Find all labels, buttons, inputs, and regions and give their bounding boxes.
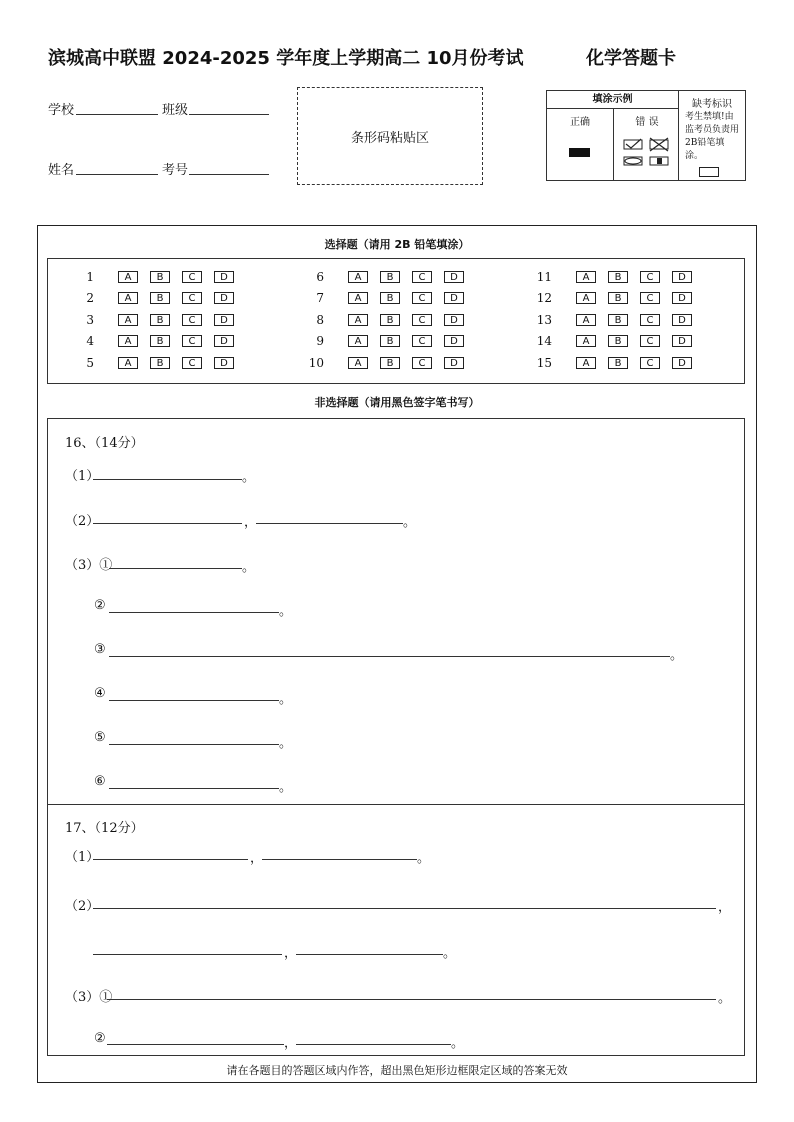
choice-option-b[interactable]: B [608, 292, 628, 304]
choice-option-c[interactable]: C [182, 357, 202, 369]
choice-option-d[interactable]: D [444, 314, 464, 326]
class-field[interactable] [189, 100, 269, 115]
choice-question-number: 7 [316, 291, 324, 305]
q17-part3-label: （3）① [65, 990, 113, 1005]
barcode-area [297, 87, 483, 185]
q16-3-4-answer[interactable] [109, 699, 279, 701]
q17-1a-answer[interactable] [93, 858, 248, 860]
choice-option-c[interactable]: C [640, 357, 660, 369]
absent-note: 考生禁填!由监考员负责用2B铅笔填涂。 [685, 112, 740, 161]
barcode-label: 条形码粘贴区 [350, 130, 429, 146]
q17-3-2b-answer[interactable] [296, 1043, 451, 1045]
choice-question-number: 4 [86, 334, 94, 348]
choice-option-d[interactable]: D [672, 314, 692, 326]
q16-sub4-label: ④ [94, 686, 106, 701]
choice-option-d[interactable]: D [672, 292, 692, 304]
choice-question-number: 6 [316, 270, 324, 284]
correct-mark-icon [569, 148, 590, 157]
q17-heading: 17、（12分） [65, 821, 144, 836]
choice-option-b[interactable]: B [608, 357, 628, 369]
q16-2-period: 。 [403, 515, 417, 530]
choice-question-number: 10 [308, 356, 324, 370]
choice-option-b[interactable]: B [380, 357, 400, 369]
choice-option-d[interactable]: D [444, 357, 464, 369]
q16-1-answer[interactable] [93, 478, 242, 480]
choice-option-b[interactable]: B [150, 292, 170, 304]
choice-option-a[interactable]: A [576, 335, 596, 347]
q17-2a-answer[interactable] [93, 907, 716, 909]
choice-option-c[interactable]: C [412, 314, 432, 326]
choice-option-b[interactable]: B [380, 271, 400, 283]
q16-3-2-answer[interactable] [109, 611, 279, 613]
school-field[interactable] [76, 100, 158, 115]
q17-2b-comma: ， [284, 946, 298, 961]
q17-3-2-period: 。 [451, 1036, 465, 1051]
choice-option-a[interactable]: A [118, 335, 138, 347]
q17-3-1-answer[interactable] [107, 998, 716, 1000]
q16-3-3-period: 。 [670, 648, 684, 663]
choice-option-c[interactable]: C [640, 271, 660, 283]
choice-option-d[interactable]: D [214, 357, 234, 369]
choice-option-d[interactable]: D [214, 292, 234, 304]
choice-option-a[interactable]: A [118, 292, 138, 304]
choice-option-b[interactable]: B [150, 357, 170, 369]
q16-part2-label: （2） [65, 514, 100, 529]
choice-option-d[interactable]: D [214, 335, 234, 347]
q17-2-period: 。 [443, 946, 457, 961]
q17-1b-answer[interactable] [262, 858, 417, 860]
footer-note: 请在各题目的答题区域内作答，超出黑色矩形边框限定区域的答案无效 [226, 1064, 568, 1077]
choice-option-c[interactable]: C [640, 292, 660, 304]
choice-option-d[interactable]: D [444, 271, 464, 283]
choice-question-number: 11 [536, 270, 552, 284]
exam-no-field[interactable] [189, 160, 269, 175]
choice-option-c[interactable]: C [412, 271, 432, 283]
q17-part2-label: （2） [65, 899, 100, 914]
q16-2b-answer[interactable] [256, 522, 403, 524]
q16-3-6-period: 。 [279, 780, 293, 795]
q16-3-5-period: 。 [279, 736, 293, 751]
choice-option-a[interactable]: A [348, 335, 368, 347]
choice-question-number: 9 [316, 334, 324, 348]
choice-option-d[interactable]: D [214, 271, 234, 283]
choice-option-b[interactable]: B [150, 271, 170, 283]
wrong-marks-icon [622, 137, 672, 169]
choice-option-a[interactable]: A [348, 357, 368, 369]
q16-3-1-answer[interactable] [109, 567, 242, 569]
choice-question-number: 8 [316, 313, 324, 327]
choice-option-a[interactable]: A [576, 271, 596, 283]
school-label: 学校 [48, 103, 75, 118]
choice-option-a[interactable]: A [576, 357, 596, 369]
correct-label: 正确 [570, 117, 590, 128]
choice-section-title: 选择题（请用 2B 铅笔填涂） [324, 238, 470, 251]
choice-option-a[interactable]: A [118, 357, 138, 369]
choice-option-c[interactable]: C [182, 314, 202, 326]
choice-question-number: 3 [86, 313, 94, 327]
choice-option-d[interactable]: D [672, 335, 692, 347]
choice-option-d[interactable]: D [444, 292, 464, 304]
choice-option-b[interactable]: B [380, 335, 400, 347]
absent-box [679, 90, 746, 181]
choice-option-d[interactable]: D [672, 357, 692, 369]
choice-option-c[interactable]: C [182, 271, 202, 283]
q16-sub5-label: ⑤ [94, 730, 106, 745]
q16-sub2-label: ② [94, 598, 106, 613]
q16-part1-label: （1） [65, 469, 100, 484]
absent-mark-box[interactable] [699, 167, 719, 177]
choice-question-number: 13 [536, 313, 552, 327]
q16-3-3-answer[interactable] [109, 655, 670, 657]
q17-3-2-comma: ， [284, 1036, 298, 1051]
q17-frame [47, 804, 745, 1056]
choice-option-b[interactable]: B [608, 335, 628, 347]
q16-3-5-answer[interactable] [109, 743, 279, 745]
q17-2b-answer[interactable] [93, 953, 282, 955]
q17-sub2-label: ② [94, 1031, 106, 1046]
choice-option-b[interactable]: B [380, 314, 400, 326]
exam-no-label: 考号 [162, 163, 189, 178]
q17-3-2a-answer[interactable] [107, 1043, 284, 1045]
fill-example-box [546, 90, 679, 181]
q16-part3-label: （3）① [65, 558, 113, 573]
choice-option-a[interactable]: A [348, 292, 368, 304]
choice-option-b[interactable]: B [380, 292, 400, 304]
choice-question-number: 14 [536, 334, 552, 348]
choice-option-b[interactable]: B [608, 271, 628, 283]
choice-question-number: 12 [536, 291, 552, 305]
choice-question-number: 5 [86, 356, 94, 370]
wrong-label: 错 误 [635, 117, 659, 128]
choice-option-a[interactable]: A [118, 314, 138, 326]
choice-question-number: 1 [86, 270, 94, 284]
q16-3-4-period: 。 [279, 692, 293, 707]
nonchoice-section-title: 非选择题（请用黑色签字笔书写） [314, 396, 480, 409]
choice-option-a[interactable]: A [348, 271, 368, 283]
q17-1-period: 。 [417, 851, 431, 866]
fill-example-title: 填涂示例 [547, 91, 678, 109]
q16-3-6-answer[interactable] [109, 787, 279, 789]
choice-option-c[interactable]: C [412, 292, 432, 304]
q17-part1-label: （1） [65, 850, 100, 865]
choice-option-a[interactable]: A [576, 314, 596, 326]
q16-1-period: 。 [242, 470, 256, 485]
choice-option-a[interactable]: A [118, 271, 138, 283]
choice-option-c[interactable]: C [412, 335, 432, 347]
q17-2c-answer[interactable] [296, 953, 443, 955]
choice-option-b[interactable]: B [150, 314, 170, 326]
choice-option-c[interactable]: C [182, 335, 202, 347]
choice-option-d[interactable]: D [672, 271, 692, 283]
q17-1-comma: ， [250, 851, 264, 866]
q16-3-1-period: 。 [242, 560, 256, 575]
choice-question-number: 2 [86, 291, 94, 305]
subject-title: 化学答题卡 [586, 48, 676, 69]
q16-2-comma: ， [244, 515, 258, 530]
choice-option-c[interactable]: C [640, 314, 660, 326]
q16-3-2-period: 。 [279, 604, 293, 619]
q16-sub3-label: ③ [94, 642, 106, 657]
class-label: 班级 [162, 103, 189, 118]
choice-option-b[interactable]: B [150, 335, 170, 347]
choice-option-b[interactable]: B [608, 314, 628, 326]
absent-title: 缺考标识 [692, 99, 732, 110]
q16-2a-answer[interactable] [93, 522, 242, 524]
q17-3-1-period: 。 [718, 991, 732, 1006]
choice-option-c[interactable]: C [640, 335, 660, 347]
q16-heading: 16、（14分） [65, 436, 144, 451]
exam-title: 滨城高中联盟 2024-2025 学年度上学期高二 10月份考试 [48, 48, 524, 69]
q17-2a-comma: ， [718, 900, 732, 915]
choice-option-a[interactable]: A [348, 314, 368, 326]
choice-option-c[interactable]: C [412, 357, 432, 369]
name-label: 姓名 [48, 163, 75, 178]
choice-option-c[interactable]: C [182, 292, 202, 304]
choice-option-a[interactable]: A [576, 292, 596, 304]
choice-option-d[interactable]: D [444, 335, 464, 347]
choice-question-number: 15 [536, 356, 552, 370]
q16-sub6-label: ⑥ [94, 774, 106, 789]
name-field[interactable] [76, 160, 158, 175]
choice-option-d[interactable]: D [214, 314, 234, 326]
